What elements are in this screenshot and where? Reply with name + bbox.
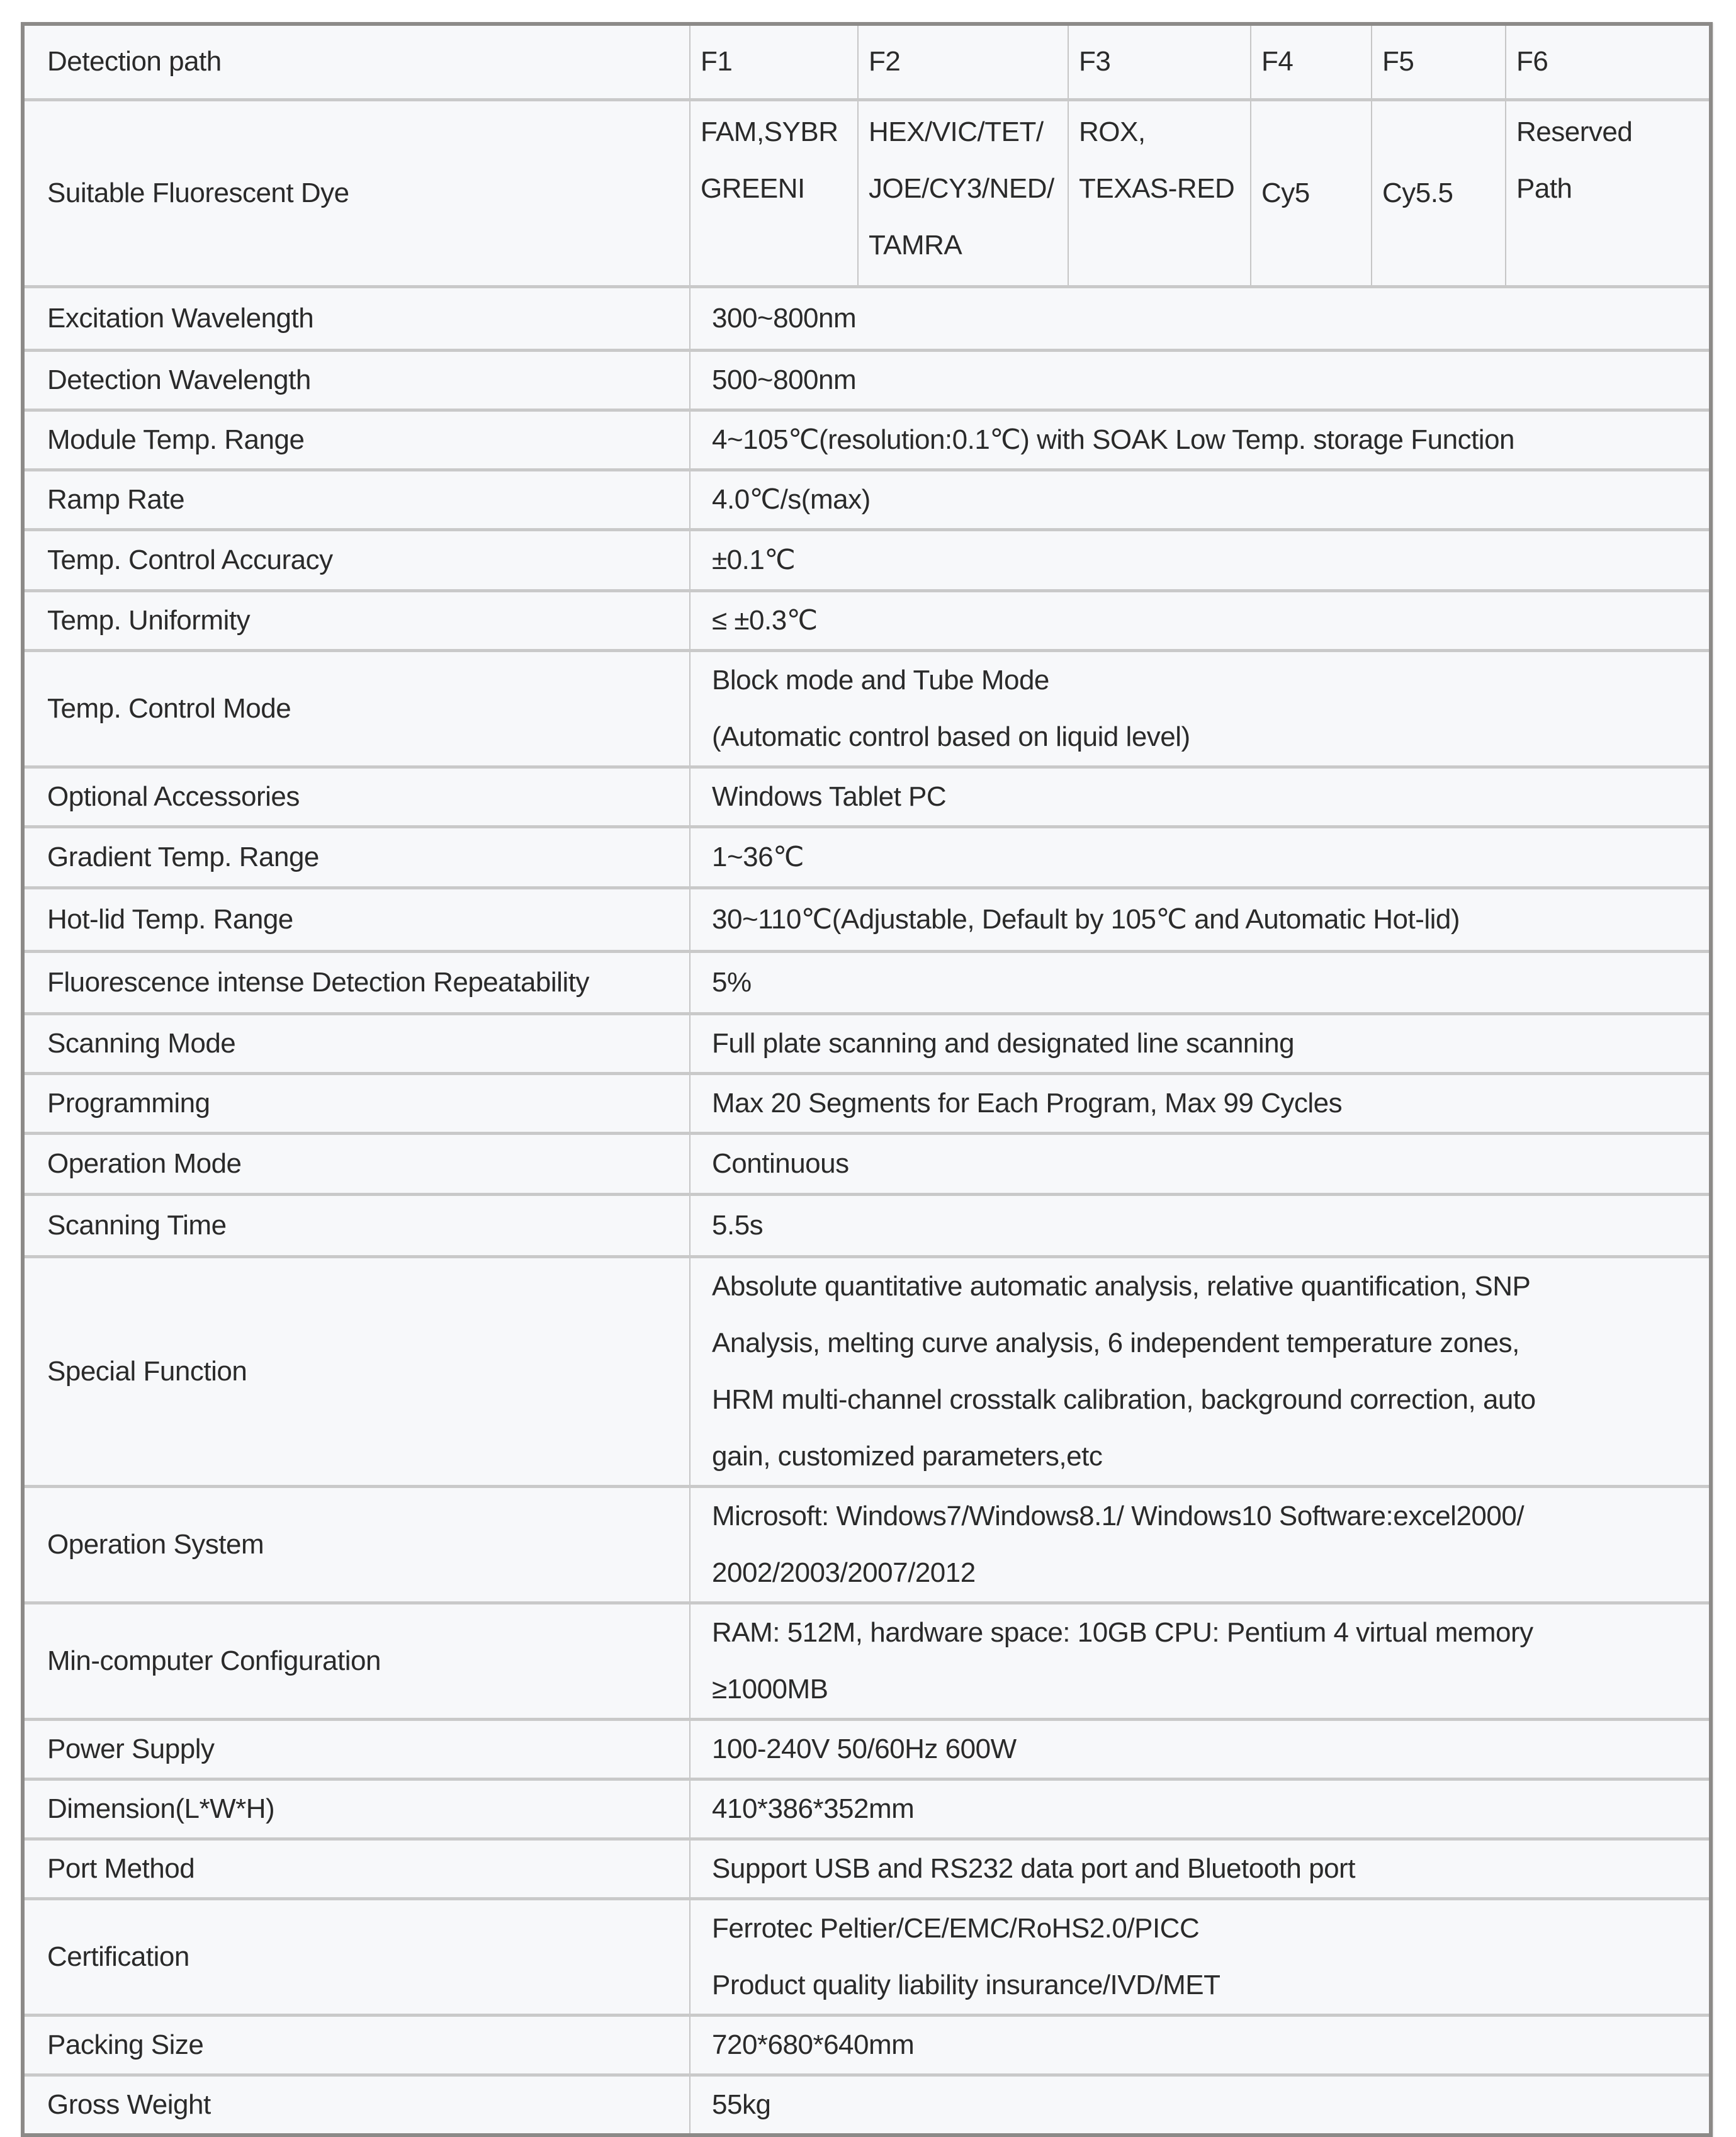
spec-row-module-temp-range — [23, 410, 1711, 470]
spec-value — [690, 1839, 1711, 1898]
dye-cell-f6 — [1506, 99, 1711, 286]
spec-value-line: Product quality liability insurance/IVD/MET — [712, 1969, 1220, 2000]
spec-row-port-method — [23, 1839, 1711, 1898]
spec-value-line: gain, customized parameters,etc — [712, 1440, 1103, 1472]
spec-label: Operation System — [23, 1486, 690, 1603]
spec-value — [690, 410, 1711, 470]
spec-value-line: (Automatic control based on liquid level) — [712, 721, 1190, 752]
spec-row-gradient-temp-range — [23, 826, 1711, 888]
spec-value-line: RAM: 512M, hardware space: 10GB CPU: Pentium 4 virtual memory — [712, 1616, 1533, 1648]
spec-value-line: Windows Tablet PC — [712, 781, 947, 812]
spec-value — [690, 286, 1711, 350]
spec-value-line: 30~110℃(Adjustable, Default by 105℃ and Automatic Hot-lid) — [712, 903, 1460, 935]
spec-row-optional-accessories — [23, 767, 1711, 826]
spec-row-temp-uniformity — [23, 590, 1711, 650]
spec-row-programming — [23, 1073, 1711, 1133]
spec-value-line: 1~36℃ — [712, 841, 804, 872]
dye-line: HEX/VIC/TET/ — [869, 116, 1044, 147]
spec-value — [690, 767, 1711, 826]
spec-label: Temp. Control Mode — [23, 650, 690, 767]
path-f2: F2 — [858, 24, 1068, 99]
spec-row-detection-wavelength — [23, 350, 1711, 410]
spec-value — [690, 590, 1711, 650]
spec-row-temp-control-mode — [23, 650, 1711, 767]
spec-label: Temp. Control Accuracy — [23, 529, 690, 590]
dye-line: Cy5 — [1261, 177, 1310, 208]
dye-line: Cy5.5 — [1382, 177, 1453, 208]
spec-value — [690, 1256, 1711, 1486]
spec-value-line: ≤ ±0.3℃ — [712, 604, 818, 636]
spec-row-fluorescence-intense-detection-repeatability — [23, 951, 1711, 1013]
dye-line: JOE/CY3/NED/ — [869, 172, 1054, 204]
spec-label: Hot-lid Temp. Range — [23, 888, 690, 951]
dye-cell-f5 — [1372, 99, 1506, 286]
spec-label: Gradient Temp. Range — [23, 826, 690, 888]
path-f3: F3 — [1068, 24, 1251, 99]
spec-value-line: ±0.1℃ — [712, 544, 796, 575]
spec-value-line: 5.5s — [712, 1209, 764, 1241]
dye-line: TAMRA — [869, 229, 962, 261]
spec-row-ramp-rate — [23, 470, 1711, 529]
spec-label: Fluorescence intense Detection Repeatability — [23, 951, 690, 1013]
spec-value-line: 100-240V 50/60Hz 600W — [712, 1733, 1017, 1764]
path-f5: F5 — [1372, 24, 1506, 99]
spec-value-line: 4~105℃(resolution:0.1℃) with SOAK Low Temp. storage Function — [712, 424, 1515, 455]
spec-value-line: 55kg — [712, 2089, 771, 2120]
dye-line: Reserved — [1516, 116, 1633, 147]
spec-label: Packing Size — [23, 2015, 690, 2075]
spec-row-temp-control-accuracy — [23, 529, 1711, 590]
spec-row-scanning-mode — [23, 1013, 1711, 1073]
spec-value — [690, 470, 1711, 529]
spec-value-line: Continuous — [712, 1147, 849, 1179]
spec-value-line: 410*386*352mm — [712, 1793, 915, 1824]
spec-value — [690, 1073, 1711, 1133]
spec-value — [690, 650, 1711, 767]
spec-value-line: 720*680*640mm — [712, 2029, 915, 2060]
spec-value — [690, 2075, 1711, 2135]
dye-cell-f4 — [1251, 99, 1372, 286]
dye-line: ROX, — [1079, 116, 1146, 147]
spec-row-operation-mode — [23, 1133, 1711, 1194]
spec-label: Dimension(L*W*H) — [23, 1779, 690, 1839]
detection-path-label: Detection path — [23, 24, 690, 99]
spec-value — [690, 1603, 1711, 1719]
spec-value-line: HRM multi-channel crosstalk calibration, background correction, auto — [712, 1384, 1536, 1415]
spec-label: Min-computer Configuration — [23, 1603, 690, 1719]
path-f1: F1 — [690, 24, 858, 99]
spec-label: Ramp Rate — [23, 470, 690, 529]
spec-value — [690, 1898, 1711, 2015]
spec-row-special-function — [23, 1256, 1711, 1486]
spec-value-line: Full plate scanning and designated line scanning — [712, 1027, 1295, 1059]
spec-value — [690, 1486, 1711, 1603]
spec-value — [690, 1013, 1711, 1073]
spec-value-line: Max 20 Segments for Each Program, Max 99 Cycles — [712, 1087, 1343, 1119]
dye-line: TEXAS-RED — [1079, 172, 1235, 204]
spec-row-gross-weight — [23, 2075, 1711, 2135]
spec-value — [690, 951, 1711, 1013]
spec-label: Optional Accessories — [23, 767, 690, 826]
spec-label: Programming — [23, 1073, 690, 1133]
fluorescent-dye-label: Suitable Fluorescent Dye — [23, 99, 690, 286]
path-f6: F6 — [1506, 24, 1711, 99]
spec-label: Gross Weight — [23, 2075, 690, 2135]
spec-label: Operation Mode — [23, 1133, 690, 1194]
spec-value — [690, 2015, 1711, 2075]
spec-value-line: 2002/2003/2007/2012 — [712, 1557, 976, 1588]
dye-line: FAM,SYBR — [701, 116, 838, 147]
dye-line: GREENI — [701, 172, 805, 204]
spec-row-scanning-time — [23, 1194, 1711, 1256]
spec-value — [690, 1779, 1711, 1839]
spec-value — [690, 1133, 1711, 1194]
spec-row-min-computer-configuration — [23, 1603, 1711, 1719]
specification-table — [21, 22, 1713, 2137]
spec-label: Scanning Mode — [23, 1013, 690, 1073]
spec-value — [690, 888, 1711, 951]
spec-value — [690, 1719, 1711, 1779]
spec-value-line: 5% — [712, 966, 752, 998]
fluorescent-dye-row — [23, 99, 1711, 286]
spec-value-line: Absolute quantitative automatic analysis, relative quantification, SNP — [712, 1270, 1531, 1302]
spec-value-line: 4.0℃/s(max) — [712, 483, 871, 515]
detection-path-row — [23, 24, 1711, 99]
spec-value-line: Analysis, melting curve analysis, 6 independent temperature zones, — [712, 1327, 1519, 1358]
spec-row-dimension-l-w-h — [23, 1779, 1711, 1839]
spec-value-line: 300~800nm — [712, 302, 857, 334]
spec-row-certification — [23, 1898, 1711, 2015]
spec-value-line: Ferrotec Peltier/CE/EMC/RoHS2.0/PICC — [712, 1912, 1200, 1944]
path-f4: F4 — [1251, 24, 1372, 99]
spec-value-line: Support USB and RS232 data port and Bluetooth port — [712, 1852, 1355, 1884]
spec-label: Detection Wavelength — [23, 350, 690, 410]
spec-label: Temp. Uniformity — [23, 590, 690, 650]
spec-label: Port Method — [23, 1839, 690, 1898]
spec-value-line: ≥1000MB — [712, 1673, 828, 1705]
spec-value-line: 500~800nm — [712, 364, 857, 395]
dye-line: Path — [1516, 172, 1572, 204]
spec-row-operation-system — [23, 1486, 1711, 1603]
dye-cell-f3 — [1068, 99, 1251, 286]
spec-value — [690, 1194, 1711, 1256]
spec-label: Certification — [23, 1898, 690, 2015]
spec-label: Scanning Time — [23, 1194, 690, 1256]
spec-row-hot-lid-temp-range — [23, 888, 1711, 951]
spec-value-line: Microsoft: Windows7/Windows8.1/ Windows10 Software:excel2000/ — [712, 1500, 1525, 1531]
spec-value — [690, 350, 1711, 410]
spec-label: Special Function — [23, 1256, 690, 1486]
spec-label: Excitation Wavelength — [23, 286, 690, 350]
spec-value — [690, 529, 1711, 590]
spec-row-excitation-wavelength — [23, 286, 1711, 350]
dye-cell-f2 — [858, 99, 1068, 286]
spec-value-line: Block mode and Tube Mode — [712, 664, 1049, 696]
spec-row-power-supply — [23, 1719, 1711, 1779]
spec-label: Module Temp. Range — [23, 410, 690, 470]
spec-value — [690, 826, 1711, 888]
dye-cell-f1 — [690, 99, 858, 286]
spec-row-packing-size — [23, 2015, 1711, 2075]
spec-label: Power Supply — [23, 1719, 690, 1779]
